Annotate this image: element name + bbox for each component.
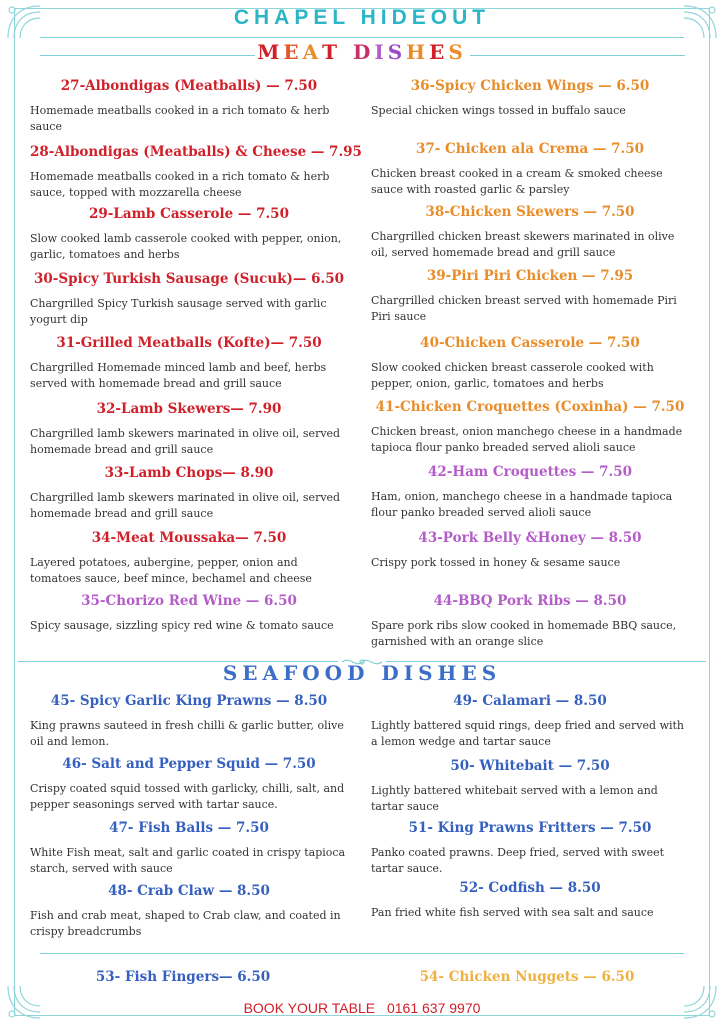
menu-item-title: 30-Spicy Turkish Sausage (Sucuk)— 6.50 [34,271,344,287]
menu-item-description: Spare pork ribs slow cooked in homemade BBQ sauce, garnished with an orange slice [371,619,677,648]
title-letter: A [302,40,323,64]
menu-item-description: Crispy coated squid tossed with garlicky, chilli, salt, and pepper seasonings served with tartar sauce. [30,782,345,811]
menu-item [30,401,348,458]
menu-item-title: 39-Piri Piri Chicken — 7.95 [426,268,634,284]
menu-item-description: Homemade meatballs cooked in a rich tomato & herb sauce [30,104,330,133]
menu-item [30,883,348,940]
menu-item [30,335,348,392]
title-letter: D [353,40,375,64]
menu-item-title: 46- Salt and Pepper Squid — 7.50 [62,756,316,772]
menu-item-title: 45- Spicy Garlic King Prawns — 8.50 [50,693,328,709]
menu-item-description: Layered potatoes, aubergine, pepper, onion and tomatoes sauce, beef mince, bechamel and cheese [30,556,312,585]
booking-line [0,1000,724,1016]
booking-label: BOOK YOUR TABLE [243,1000,376,1016]
menu-item-description: Pan fried white fish served with sea salt and sauce [371,906,654,919]
menu-item-title: 52- Codfish — 8.50 [459,880,601,896]
menu-item-title: 44-BBQ Pork Ribs — 8.50 [433,593,627,609]
menu-item-description: Ham, onion, manchego cheese in a handmade tapioca flour panko breaded served alioli sauce [371,490,673,519]
menu-item [371,820,689,877]
menu-item [30,756,348,813]
menu-item [30,206,348,263]
menu-item-title: 27-Albondigas (Meatballs) — 7.50 [60,78,318,94]
menu-item-description: Chargrilled chicken breast skewers marinated in olive oil, served homemade bread and grill sauce [371,230,675,259]
booking-phone[interactable]: 0161 637 9970 [386,1000,481,1016]
menu-item-title: 29-Lamb Casserole — 7.50 [89,206,289,222]
menu-item-description: Chargrilled Spicy Turkish sausage served with garlic yogurt dip [30,297,327,326]
menu-item-title: 35-Chorizo Red Wine — 6.50 [81,593,297,609]
menu-item-title: 28-Albondigas (Meatballs) & Cheese — 7.95 [30,144,362,160]
title-letter: H [406,40,430,64]
menu-item [30,593,348,634]
title-letter: T [322,40,342,64]
menu-item [30,78,348,135]
menu-item [371,593,689,650]
menu-item-title: 40-Chicken Casserole — 7.50 [420,335,640,351]
menu-item-description: Chargrilled chicken breast served with homemade Piri Piri sauce [371,294,677,323]
menu-item [371,78,689,119]
menu-item [371,204,689,261]
menu-item-title: 42-Ham Croquettes — 7.50 [427,464,633,480]
menu-item [371,268,689,325]
menu-item-description: Spicy sausage, sizzling spicy red wine & tomato sauce [30,619,334,632]
menu-item-title: 34-Meat Moussaka— 7.50 [91,530,287,546]
menu-item-description: Slow cooked chicken breast casserole cooked with pepper, onion, garlic, tomatoes and herbs [371,361,654,390]
menu-item [30,530,348,587]
menu-item-title: 36-Spicy Chicken Wings — 6.50 [410,78,650,94]
title-letter: S [448,40,467,64]
menu-item-description: Panko coated prawns. Deep fried, served with sweet tartar sauce. [371,846,665,875]
menu-item-title: 41-Chicken Croquettes (Coxinha) — 7.50 [375,399,685,415]
menu-item [371,758,689,815]
title-letter: S [387,40,407,64]
menu-item-description: Crispy pork tossed in honey & sesame sauce [371,556,621,569]
menu-item [24,969,342,985]
menu-item-description: Homemade meatballs cooked in a rich tomato & herb sauce, topped with mozzarella cheese [30,170,330,199]
title-letter: M [257,40,284,64]
menu-item-description: Fish and crab meat, shaped to Crab claw, and coated in crispy breadcrumbs [30,909,341,938]
menu-item-title: 32-Lamb Skewers— 7.90 [96,401,282,417]
menu-item-description: Lightly battered whitebait served with a lemon and tartar sauce [371,784,658,813]
menu-item [368,969,686,985]
menu-item [371,335,689,392]
menu-item-description: King prawns sauteed in fresh chilli & garlic butter, olive oil and lemon. [30,719,344,748]
menu-item-description: Chargrilled lamb skewers marinated in olive oil, served homemade bread and grill sauce [30,491,341,520]
menu-item [371,880,689,921]
menu-item-description: Slow cooked lamb casserole cooked with pepper, onion, garlic, tomatoes and herbs [30,232,342,261]
menu-item [30,144,362,201]
bottom-divider [40,953,684,954]
menu-item-title: 31-Grilled Meatballs (Kofte)— 7.50 [56,335,322,351]
menu-item-title: 38-Chicken Skewers — 7.50 [425,204,635,220]
menu-item-title: 51- King Prawns Fritters — 7.50 [408,820,652,836]
menu-item-title: 47- Fish Balls — 7.50 [109,820,269,836]
menu-item-title: 33-Lamb Chops— 8.90 [104,465,274,481]
menu-item [371,141,689,198]
title-letter: E [283,40,303,64]
restaurant-name: CHAPEL HIDEOUT [233,6,491,29]
menu-item [371,530,689,571]
menu-item-title: 53- Fish Fingers— 6.50 [95,969,271,985]
menu-item-title: 54- Chicken Nuggets — 6.50 [419,969,635,985]
menu-item-description: Chicken breast, onion manchego cheese in a handmade tapioca flour panko breaded served alioli sauce [371,425,683,454]
menu-item-description: White Fish meat, salt and garlic coated in crispy tapioca starch, served with sauce [30,846,346,875]
menu-item-description: Chargrilled Homemade minced lamb and beef, herbs served with homemade bread and grill sauce [30,361,327,390]
menu-item [371,399,689,456]
menu-item-description: Lightly battered squid rings, deep fried and served with a lemon wedge and tartar sauce [371,719,685,748]
title-letter: I [374,40,388,64]
menu-item [30,465,348,522]
menu-item-title: 50- Whitebait — 7.50 [450,758,610,774]
menu-item [371,464,689,521]
menu-item-title: 48- Crab Claw — 8.50 [108,883,270,899]
menu-item [30,693,348,750]
menu-item-title: 49- Calamari — 8.50 [453,693,607,709]
menu-item-description: Chargrilled lamb skewers marinated in olive oil, served homemade bread and grill sauce [30,427,341,456]
header-divider [40,37,684,38]
title-letter: E [429,40,449,64]
menu-item [30,271,348,328]
menu-item [30,820,348,877]
menu-item-description: Chicken breast cooked in a cream & smoked cheese sauce with roasted garlic & parsley [371,167,663,196]
menu-item-title: 43-Pork Belly &Honey — 8.50 [418,530,642,546]
seafood-section-title: SEAFOOD DISHES [222,661,502,685]
menu-item [371,693,689,750]
meat-section-title [0,40,724,64]
menu-item-description: Special chicken wings tossed in buffalo sauce [371,104,626,117]
menu-item-title: 37- Chicken ala Crema — 7.50 [415,141,645,157]
